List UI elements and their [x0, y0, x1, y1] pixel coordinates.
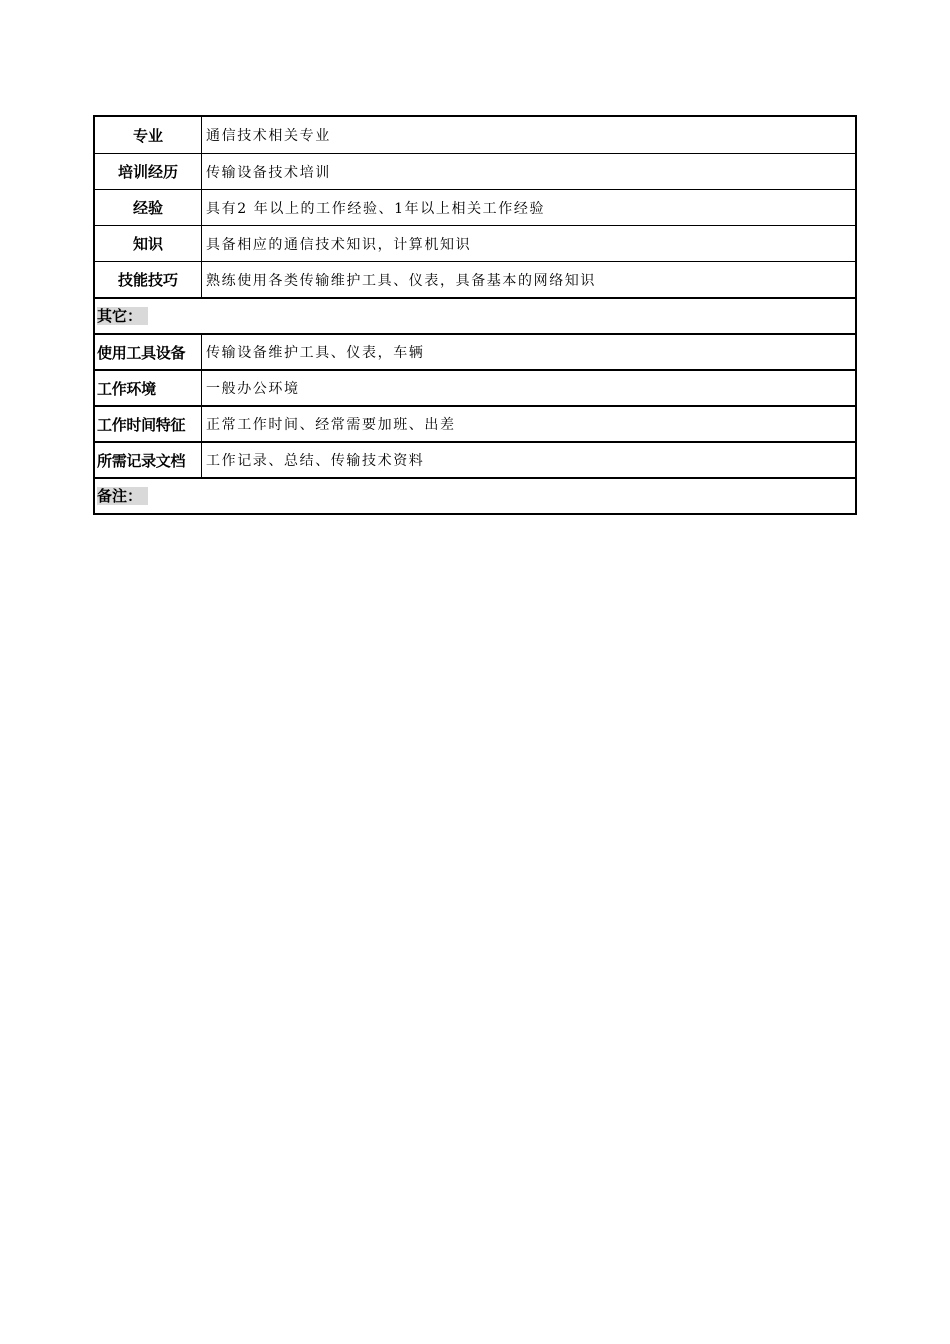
table-row-experience [95, 189, 855, 225]
row-label-major: 专业 [95, 117, 202, 153]
table-row-training [95, 153, 855, 189]
table-row-tools [95, 333, 855, 369]
row-label-documents: 所需记录文档 [95, 443, 202, 477]
remarks-label: 备注： [97, 487, 148, 505]
row-value-tools: 传输设备维护工具、仪表，车辆 [206, 345, 425, 361]
row-value-environment: 一般办公环境 [206, 381, 300, 397]
table-row-knowledge [95, 225, 855, 261]
row-label-experience: 经验 [95, 190, 202, 225]
row-label-skills: 技能技巧 [95, 262, 202, 297]
row-value-work-hours: 正常工作时间、经常需要加班、出差 [206, 417, 456, 433]
row-label-training: 培训经历 [95, 154, 202, 189]
row-value-skills: 熟练使用各类传输维护工具、仪表，具备基本的网络知识 [206, 272, 596, 289]
row-label-environment: 工作环境 [95, 371, 202, 405]
table-row-documents [95, 441, 855, 477]
remarks-cell [95, 479, 855, 513]
row-value-experience: 具有2 年以上的工作经验、1年以上相关工作经验 [206, 200, 546, 217]
row-label-tools: 使用工具设备 [95, 335, 202, 369]
row-value-training: 传输设备技术培训 [206, 164, 331, 181]
row-value-major: 通信技术相关专业 [206, 128, 331, 144]
row-value-documents: 工作记录、总结、传输技术资料 [206, 453, 425, 469]
row-label-knowledge: 知识 [95, 226, 202, 261]
other-cell [95, 299, 855, 333]
table-row-environment [95, 369, 855, 405]
row-label-work-hours: 工作时间特征 [95, 407, 202, 441]
other-label: 其它： [97, 307, 148, 325]
job-requirements-table [93, 115, 857, 515]
table-row-work-hours [95, 405, 855, 441]
table-row-other [95, 297, 855, 333]
table-row-major [95, 117, 855, 153]
row-value-knowledge: 具备相应的通信技术知识，计算机知识 [206, 236, 472, 253]
table-row-skills [95, 261, 855, 297]
table-row-remarks [95, 477, 855, 513]
